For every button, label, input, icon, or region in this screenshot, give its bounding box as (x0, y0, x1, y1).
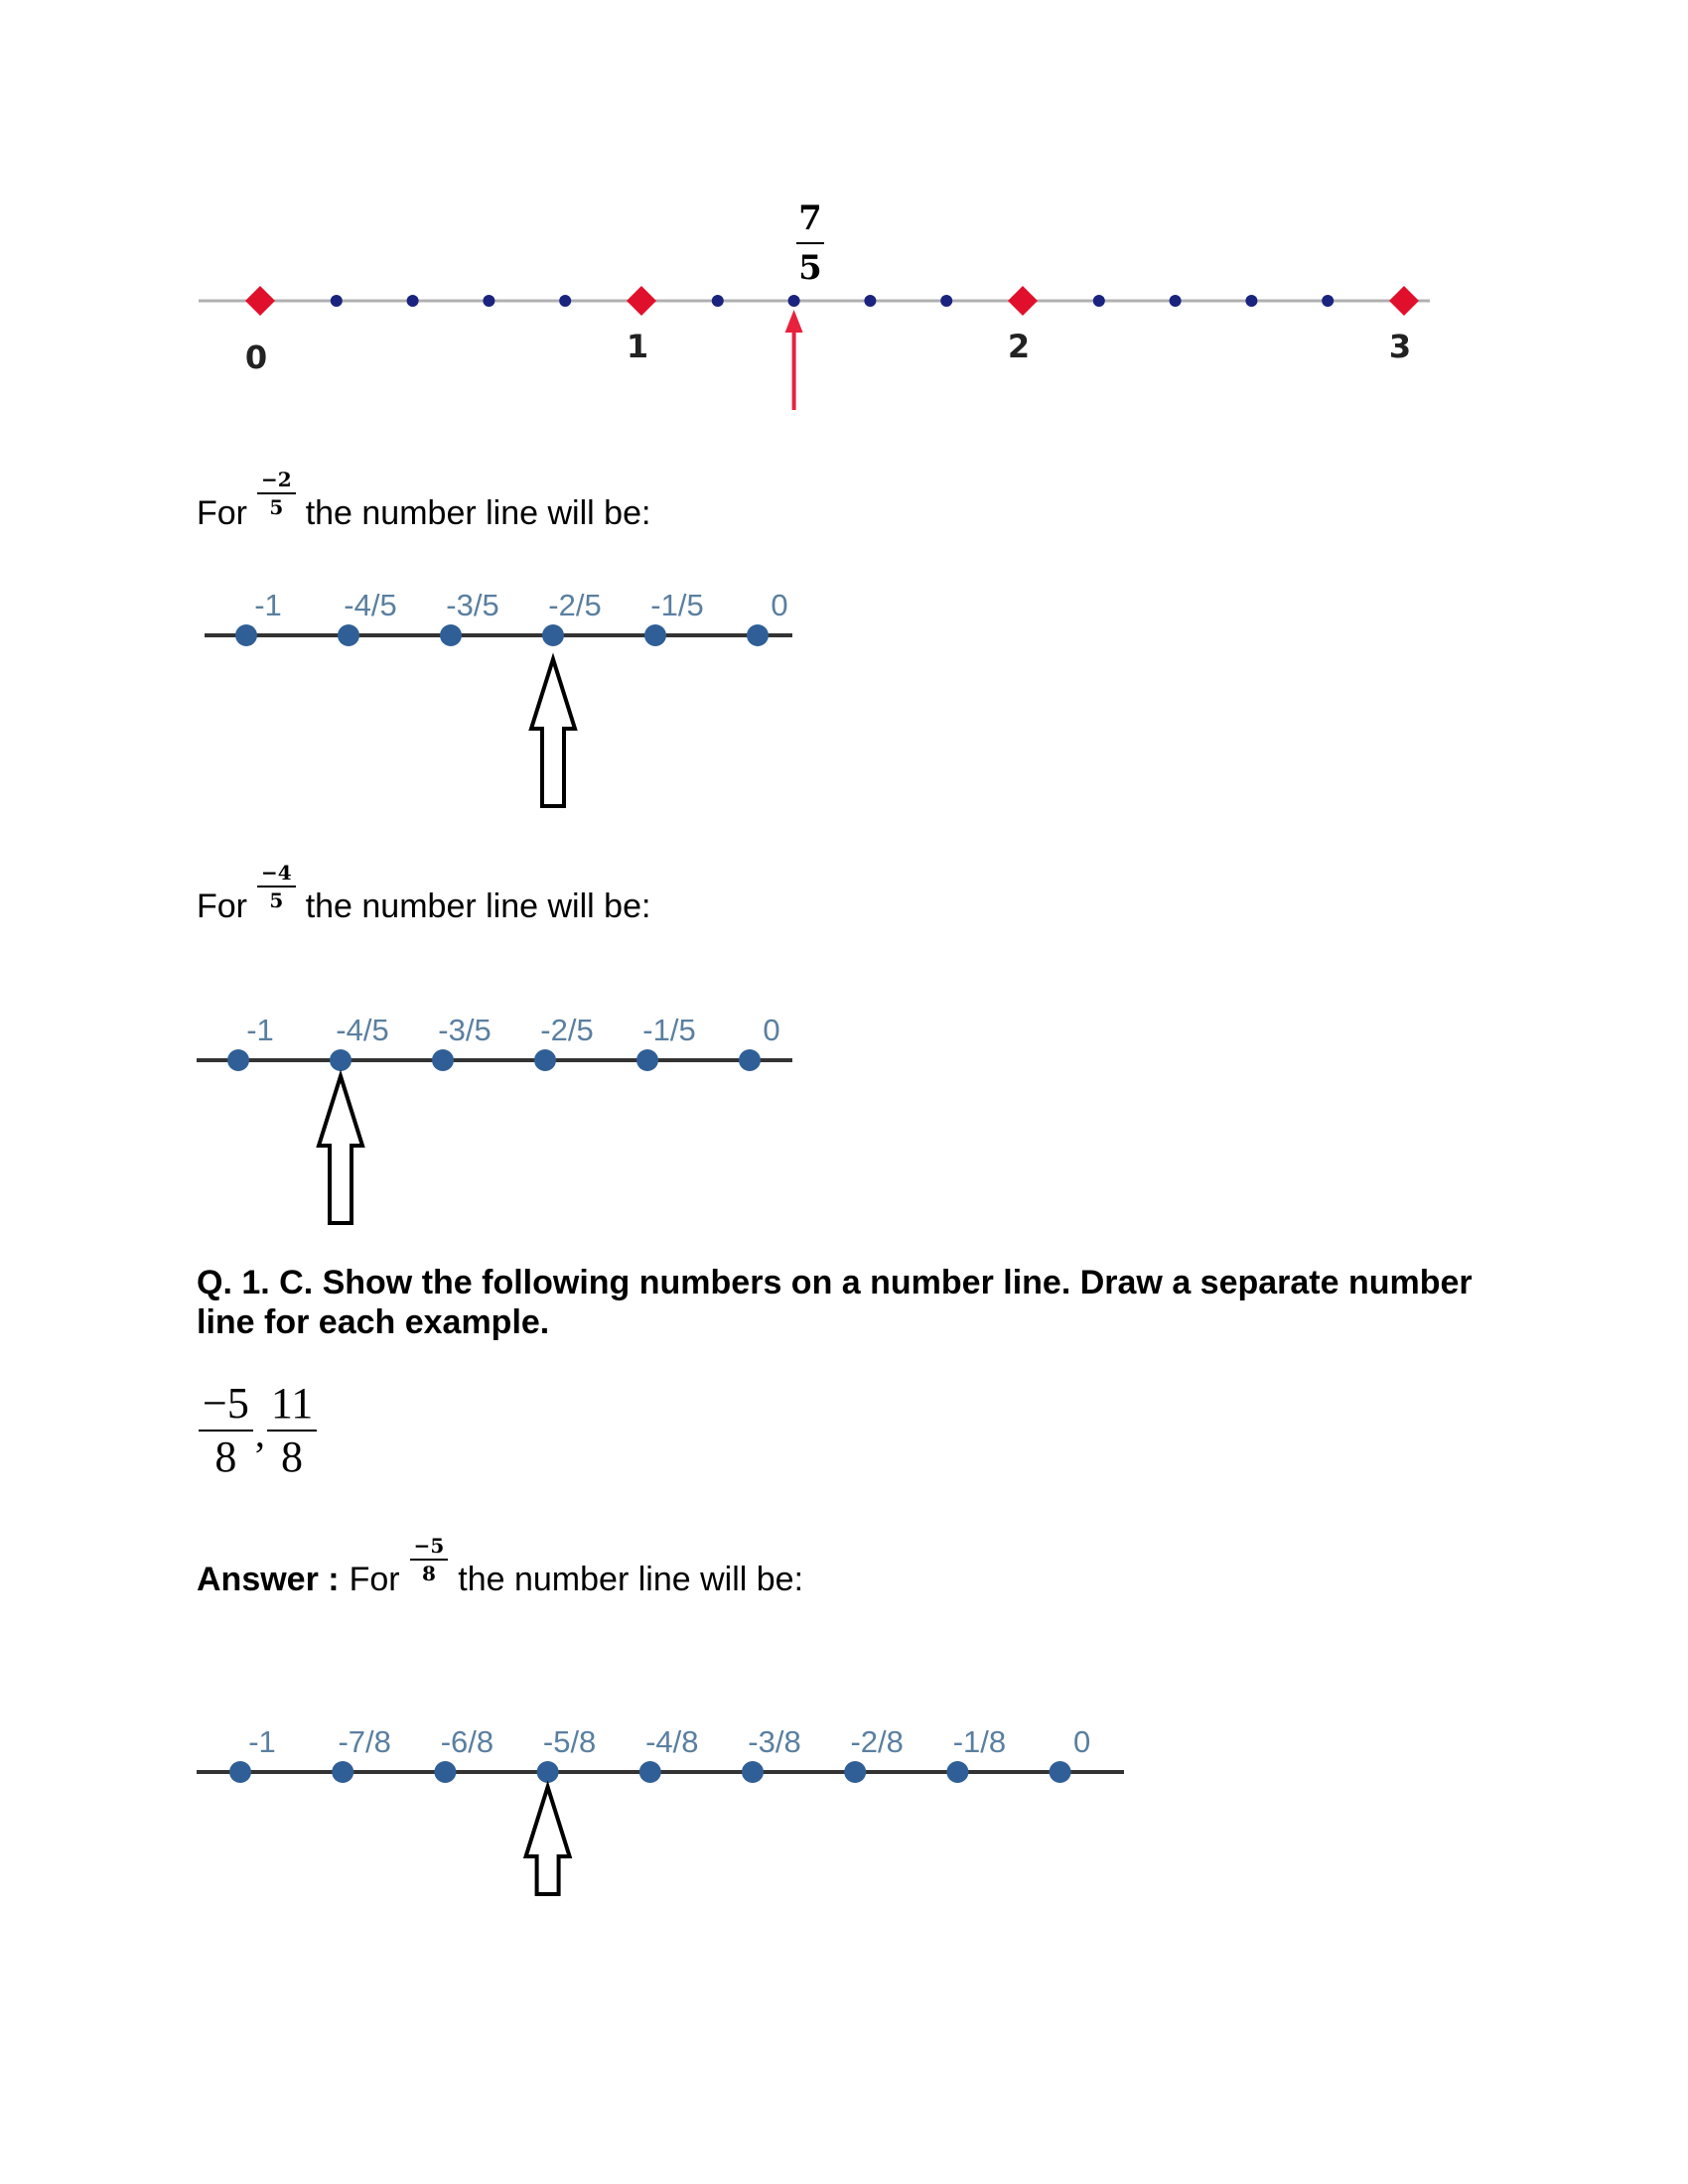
tick-label: 0 (1072, 1724, 1091, 1759)
tick-label: -3/5 (446, 588, 499, 622)
section-1-fraction-numerator: −2 (257, 467, 296, 494)
tick-dot (742, 1761, 764, 1783)
tick-dot (434, 1761, 456, 1783)
tick-label: -2/5 (540, 1013, 594, 1047)
tick-label: -1/5 (642, 1013, 696, 1047)
tick-dot (332, 1761, 353, 1783)
section-1-fraction-denominator: 5 (269, 495, 284, 519)
tick-label: -2/8 (850, 1724, 904, 1759)
tick-dot (537, 1761, 559, 1783)
tick-label: -1 (254, 588, 282, 622)
answer-fraction-numerator: −5 (410, 1533, 449, 1561)
tick-label: -7/8 (338, 1724, 391, 1759)
tick-label: -1 (246, 1013, 274, 1047)
section-2-fraction-denominator: 5 (269, 888, 284, 912)
answer-label: Answer : (197, 1560, 340, 1598)
answer-suffix: the number line will be: (458, 1560, 804, 1598)
tick-dot (844, 1761, 866, 1783)
integer-label: 3 (1388, 328, 1412, 365)
tick-label: -4/5 (344, 588, 397, 622)
tick-label: -3/5 (438, 1013, 492, 1047)
tick-label: -4/8 (645, 1724, 699, 1759)
question-separator: , (254, 1410, 265, 1455)
question-fraction-1-denominator: 8 (214, 1433, 237, 1481)
tick-dot (639, 1761, 661, 1783)
indicator-arrow (526, 1787, 570, 1894)
tick-label: -4/5 (336, 1013, 389, 1047)
question-fraction-2-denominator: 8 (281, 1433, 304, 1481)
tick-dot (1050, 1761, 1071, 1783)
integer-label: 0 (244, 339, 268, 376)
tick-label: -1/5 (650, 588, 704, 622)
tick-label: -1/8 (952, 1724, 1007, 1759)
tick-label: -1 (248, 1724, 276, 1759)
integer-label: 1 (626, 328, 649, 365)
tick-label: -3/8 (748, 1724, 801, 1759)
tick-label: 0 (763, 1013, 780, 1047)
question-fraction-1-numerator: −5 (199, 1378, 253, 1432)
section-2-prefix: For (197, 887, 247, 925)
tick-label: 0 (771, 588, 788, 622)
tick-label: -2/5 (548, 588, 602, 622)
question-heading: Q. 1. C. Show the following numbers on a number line. Draw a separate number line for each example. (197, 1264, 1473, 1341)
tick-dot (229, 1761, 251, 1783)
section-2-fraction-numerator: −4 (257, 860, 296, 887)
tick-label: -6/8 (440, 1724, 494, 1759)
section-1-suffix: the number line will be: (305, 493, 651, 532)
section-1-prefix: For (197, 493, 247, 532)
top-fraction-denominator: 5 (798, 248, 822, 288)
section-2-suffix: the number line will be: (305, 887, 651, 925)
answer-fraction-denominator: 8 (421, 1562, 436, 1585)
top-fraction-numerator: 7 (798, 199, 822, 238)
tick-label: -5/8 (542, 1724, 597, 1759)
tick-dot (946, 1761, 968, 1783)
integer-label: 2 (1007, 328, 1031, 365)
answer-prefix: For (349, 1560, 400, 1598)
question-fraction-2-numerator: 11 (267, 1378, 317, 1432)
